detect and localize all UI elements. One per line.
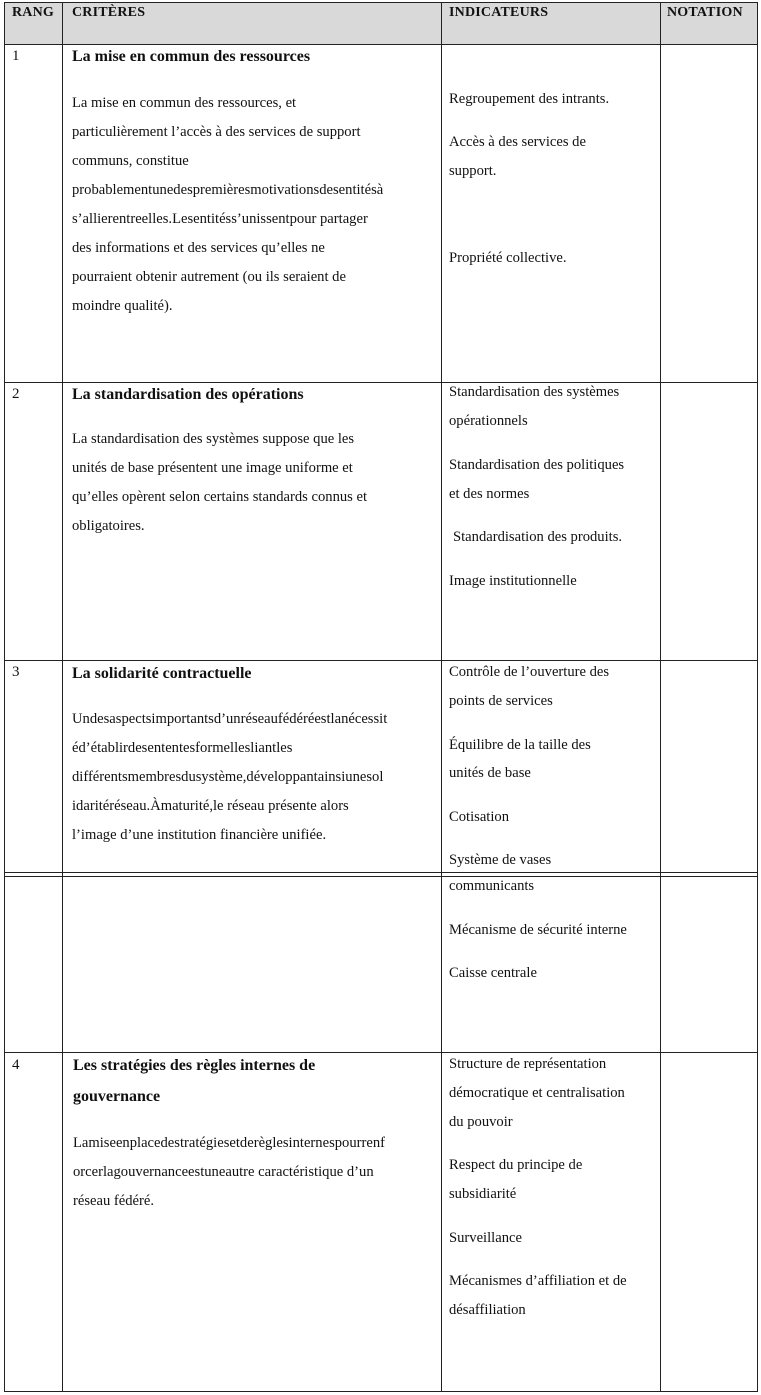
row-4-indicator: démocratique et centralisation [449,1085,625,1101]
row-4-indicator: Mécanismes d’affiliation et de [449,1273,627,1289]
table-border-top [4,2,758,3]
row-4-indicator: subsidiarité [449,1186,517,1202]
row-3-description: Undesaspectsimportantsd’unréseaufédéréestlanécessit éd’établirdesententesformellesliantles différentsmembresdusystème,développantainsiunesol idaritéréseau.Àmaturité,le réseau présente alors l’image d’une institution financière unifiée. [72,711,388,843]
row-4-title: Les stratégies des règles internes de gouvernance [73,1057,316,1105]
row-1-title: La mise en commun des ressources [72,48,311,65]
row-2-description: La standardisation des systèmes suppose que les unités de base présentent une image uniforme et qu’elles opèrent selon certains standards connus et obligatoires. [72,431,368,534]
header-criteres: CRITÈRES [72,5,146,20]
row-3-indicator: Mécanisme de sécurité interne [449,922,627,938]
row-4-indicator: du pouvoir [449,1114,513,1130]
row-1-description: La mise en commun des ressources, et particulièrement l’accès à des services de support communs, constitue probablementunedespremièresmotivationsdesentitésà s’allierentreelles.Lesentitéss’unissentpour partager des informations et des services qu’elles ne pourraient obtenir autrement (ou ils seraient de moindre qualité). [72,95,384,314]
row-4-indicator: Surveillance [449,1230,522,1246]
col-divider-criteres [441,2,442,1392]
row-4-indicator: désaffiliation [449,1302,526,1318]
row-4-indicator: Respect du principe de [449,1157,583,1173]
header-indicateurs: INDICATEURS [449,5,549,20]
row-3-indicator: Contrôle de l’ouverture des [449,664,610,680]
row-2-indicator: Standardisation des systèmes [449,384,620,400]
col-border-left [4,2,5,1392]
row-3-rang: 3 [12,664,20,680]
row-3-title: La solidarité contractuelle [72,665,252,682]
row-3-indicator: Cotisation [449,809,509,825]
row-1-rang: 1 [12,48,20,64]
row-3-indicator: points de services [449,693,553,709]
row-2-rang: 2 [12,386,20,402]
header-notation: NOTATION [667,5,743,20]
col-border-right [757,2,758,1392]
row-2-indicator: et des normes [449,486,530,502]
table-border-bottom [4,1391,758,1392]
col-divider-rang [62,2,63,1392]
row-2-indicator: Standardisation des politiques [449,457,625,473]
row-1-indicator: Accès à des services de [449,134,586,150]
header-rang: RANG [12,5,55,20]
row-3-indicator: communicants [449,878,535,894]
row-4-indicator: Structure de représentation [449,1056,607,1072]
row-3-indicator: Équilibre de la taille des [449,737,591,753]
row-1-indicator: Propriété collective. [449,250,567,266]
row-2-indicator: Image institutionnelle [449,573,577,589]
row-4-description: Lamiseenplacedestratégiesetderèglesinternespourrenf orcerlagouvernanceestuneautre caractéristique d’un réseau fédéré. [73,1135,385,1209]
row-1-indicator: support. [449,163,497,179]
row-2-indicator: opérationnels [449,413,528,429]
row-3-indicator: Système de vases [449,852,552,868]
row-1-indicator: Regroupement des intrants. [449,91,610,107]
row-3-indicator: unités de base [449,765,531,781]
row-2-indicator: Standardisation des produits. [453,529,623,545]
row-2-title: La standardisation des opérations [72,386,304,403]
row-3-indicator: Caisse centrale [449,965,537,981]
row-4-rang: 4 [12,1057,20,1073]
